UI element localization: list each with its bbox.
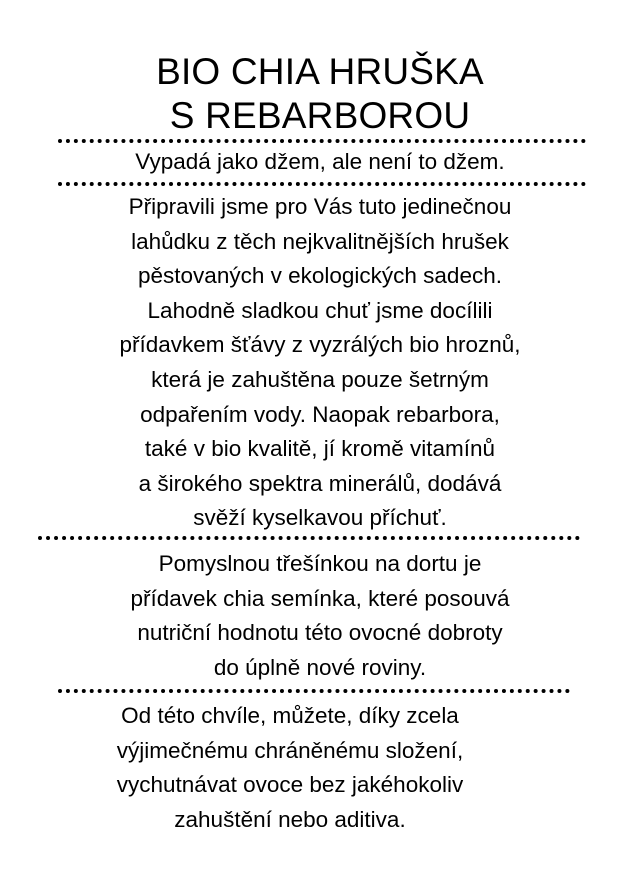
- paragraph-chia: [40, 547, 600, 685]
- paragraph-line: Od této chvíle, můžete, díky zcela: [121, 703, 459, 728]
- paragraph-line: Připravili jsme pro Vás tuto jedinečnou: [128, 194, 512, 219]
- paragraph-preparation: [40, 190, 600, 536]
- paragraph-line: do úplně nové roviny.: [213, 654, 427, 680]
- paragraph-line: vychutnávat ovoce bez jakéhokoliv: [116, 772, 464, 798]
- paragraph-line: zahuštění nebo aditiva.: [174, 806, 406, 832]
- tagline-text: Vypadá jako džem, ale není to džem.: [135, 149, 505, 174]
- paragraph-line: přídavkem šťávy z vyzrálých bio hroznů,: [119, 332, 521, 358]
- paragraph-line: svěží kyselkavou příchuť.: [193, 505, 447, 531]
- paragraph-line: pěstovaných v ekologických sadech.: [138, 263, 502, 289]
- paragraph-line: a širokého spektra minerálů, dodává: [138, 470, 502, 496]
- paragraph-line: která je zahuštěna pouze šetrným: [151, 366, 489, 392]
- tagline: [60, 145, 580, 180]
- paragraph-line: také v bio kvalitě, jí kromě vitamínů: [144, 436, 496, 462]
- title-line-2: S REBARBOROU: [169, 95, 471, 136]
- paragraph-line: lahůdku z těch nejkvalitnějších hrušek: [131, 228, 509, 254]
- paragraph-line: výjimečnému chráněnému složení,: [116, 737, 464, 763]
- dotted-divider-2: [58, 182, 586, 186]
- paragraph-composition: [20, 699, 600, 837]
- paragraph-line: odpařením vody. Naopak rebarbora,: [140, 401, 500, 427]
- paragraph-line: nutriční hodnotu této ovocné dobroty: [137, 620, 503, 646]
- product-title: [0, 50, 620, 138]
- dotted-divider-3: [38, 536, 580, 540]
- paragraph-line: Lahodně sladkou chuť jsme docílili: [147, 297, 493, 323]
- dotted-divider-4: [58, 689, 570, 693]
- dotted-divider-1: [58, 139, 586, 143]
- title-line-1: BIO CHIA HRUŠKA: [156, 51, 484, 92]
- paragraph-line: přídavek chia semínka, které posouvá: [130, 585, 510, 611]
- paragraph-line: Pomyslnou třešínkou na dortu je: [158, 551, 482, 576]
